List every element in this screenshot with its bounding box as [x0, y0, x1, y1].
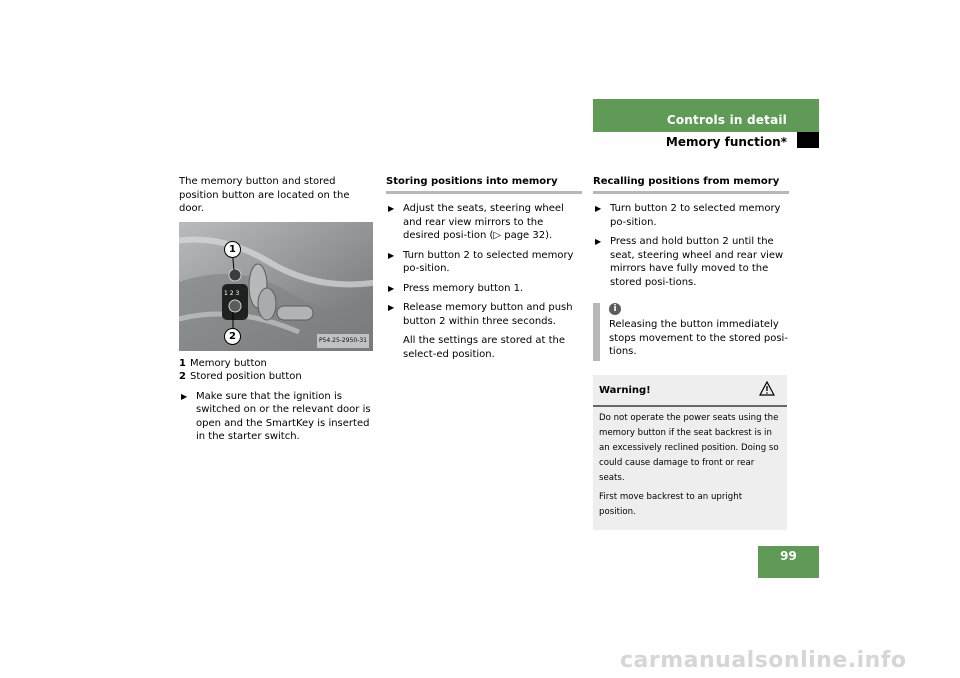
instruction-step: ▶ Press and hold button 2 until the seat, steering wheel and rear view mirrors have fully moved to the stored posi-tions.: [595, 236, 784, 288]
page-number: 99: [758, 546, 819, 578]
warning-body: [593, 407, 787, 530]
bullet-icon: ▶: [388, 283, 395, 293]
info-note: [593, 303, 789, 361]
warning-triangle-icon: [759, 381, 775, 396]
info-text: Releasing the button immediately stops movement to the stored posi-tions.: [609, 319, 788, 357]
instruction-step: ▶ Turn button 2 to selected memory po-sition.: [388, 249, 574, 274]
column-3: [593, 175, 789, 530]
bullet-icon: ▶: [595, 204, 602, 213]
warning-title: Warning!: [599, 384, 651, 396]
door-panel-photo: [179, 222, 373, 351]
figure-label: P54.25-2950-31: [317, 334, 369, 348]
legend-item: 1 Memory button: [179, 357, 267, 369]
warning-text: First move backrest to an upright position.: [599, 491, 743, 517]
info-icon: i: [609, 303, 621, 315]
instruction-step: ▶ Turn button 2 to selected memory po-sition.: [595, 203, 781, 228]
bullet-icon: ▶: [388, 303, 395, 312]
warning-header: [593, 375, 787, 407]
svg-text:1 2 3: 1 2 3: [224, 289, 240, 297]
callout-1: 1: [224, 241, 241, 258]
watermark: carmanualsonline.info: [620, 648, 907, 673]
intro-text: The memory button and stored position button are located on the door.: [179, 176, 350, 214]
instruction-step: ▶ Adjust the seats, steering wheel and rear view mirrors to the desired posi-tion (▷ page 32).: [388, 203, 564, 241]
warning-box: [593, 375, 787, 530]
instruction-step: ▶ Make sure that the ignition is switched on or the relevant door is open and the SmartKey is inserted in the starter switch.: [181, 390, 371, 442]
legend-item: 2 Stored position button: [179, 371, 302, 382]
storing-note: All the settings are stored at the select-ed position.: [403, 335, 566, 360]
column-2: [386, 175, 582, 367]
callout-2: 2: [224, 328, 241, 345]
storing-heading: Storing positions into memory: [386, 175, 582, 194]
bullet-icon: ▶: [595, 237, 602, 246]
door-panel-illustration: [179, 222, 373, 351]
bullet-icon: ▶: [388, 204, 395, 213]
instruction-step: ▶ Press memory button 1.: [388, 282, 524, 294]
chapter-header: [593, 99, 819, 132]
section-marker: [797, 132, 819, 148]
column-1: [179, 175, 375, 450]
warning-text: Do not operate the power seats using the memory button if the seat backrest is in an excessively reclined position. Doing so could cause damage to front or rear seats.: [599, 412, 779, 483]
recalling-heading: Recalling positions from memory: [593, 175, 789, 194]
instruction-step: ▶ Release memory button and push button 2 within three seconds.: [388, 302, 573, 327]
bullet-icon: ▶: [388, 250, 395, 260]
bullet-icon: ▶: [181, 391, 188, 401]
section-title: Memory function*: [665, 135, 787, 149]
chapter-title: Controls in detail: [666, 113, 787, 127]
